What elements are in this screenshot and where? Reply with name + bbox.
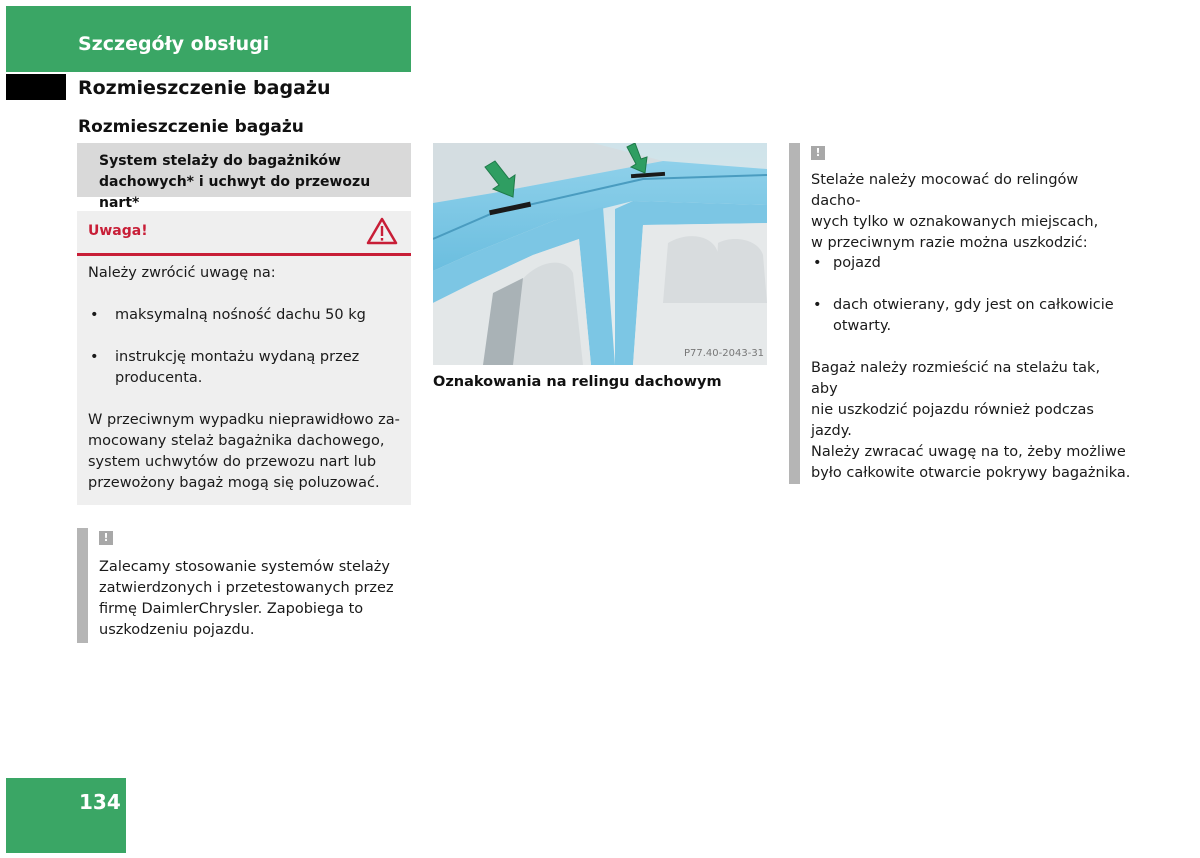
bullet-line: dach otwierany, gdy jest on całkowicie	[833, 297, 1114, 313]
roof-rail-illustration	[433, 143, 767, 365]
note-right-paragraph-1	[811, 358, 1131, 442]
spec-box	[77, 143, 411, 211]
note-right-intro	[811, 170, 1131, 254]
section-title: Rozmieszczenie bagażu	[78, 77, 331, 99]
image-code: P77.40-2043-31	[684, 348, 765, 359]
warning-intro: Należy zwrócić uwagę na:	[88, 265, 276, 281]
section-marker	[6, 74, 66, 100]
bullet-text	[833, 295, 1131, 337]
note-line: firmę DaimlerChrysler. Zapobiega to	[99, 601, 364, 617]
bullet-dot: •	[813, 255, 822, 271]
bullet-text	[115, 347, 405, 389]
paragraph-line: Bagaż należy rozmieścić na stelażu tak, aby	[811, 360, 1101, 397]
note-right-paragraph-2	[811, 442, 1131, 484]
warning-box	[77, 211, 411, 505]
chapter-title: Szczegóły obsługi	[78, 33, 270, 55]
note-line: uszkodzeniu pojazdu.	[99, 622, 255, 638]
page-number: 134	[79, 790, 121, 814]
warning-bullet-2	[88, 347, 404, 389]
bullet-text: pojazd	[833, 255, 881, 271]
note-line: Zalecamy stosowanie systemów stelaży	[99, 559, 390, 575]
warning-header	[77, 211, 411, 256]
note-bar-right	[789, 143, 800, 484]
spec-line-2: dachowych* i uchwyt do przewozu nart*	[99, 174, 371, 211]
note-right-bullet-2	[811, 295, 1131, 337]
paragraph-line: system uchwytów do przewozu nart lub	[88, 454, 377, 470]
paragraph-line: nie uszkodzić pojazdu również podczas	[811, 402, 1094, 418]
subsection-title: Rozmieszczenie bagażu	[78, 117, 304, 137]
bullet-text: maksymalną nośność dachu 50 kg	[115, 307, 366, 323]
note-left-text	[99, 557, 409, 641]
bullet-dot: •	[90, 349, 99, 365]
paragraph-line: było całkowite otwarcie pokrywy bagażnika.	[811, 465, 1131, 481]
spec-line-1: System stelaży do bagażników	[99, 153, 341, 169]
note-line: w przeciwnym razie można uszkodzić:	[811, 235, 1088, 251]
exclamation-icon: !	[811, 146, 825, 160]
paragraph-line: mocowany stelaż bagażnika dachowego,	[88, 433, 385, 449]
paragraph-line: jazdy.	[811, 423, 852, 439]
paragraph-line: W przeciwnym wypadku nieprawidłowo za-	[88, 412, 400, 428]
bullet-line: producenta.	[115, 370, 203, 386]
warning-label: Uwaga!	[88, 223, 148, 239]
bullet-line: instrukcję montażu wydaną przez	[115, 349, 360, 365]
image-caption: Oznakowania na relingu dachowym	[433, 374, 722, 390]
note-line: wych tylko w oznakowanych miejscach,	[811, 214, 1099, 230]
bullet-dot: •	[90, 307, 99, 323]
spec-text	[99, 151, 409, 214]
warning-paragraph	[88, 410, 404, 494]
car-roof-drawing	[433, 143, 767, 365]
paragraph-line: przewożony bagaż mogą się poluzować.	[88, 475, 380, 491]
warning-triangle-icon	[366, 217, 398, 245]
note-line: Stelaże należy mocować do relingów dacho-	[811, 172, 1079, 209]
exclamation-icon: !	[99, 531, 113, 545]
paragraph-line: Należy zwracać uwagę na to, żeby możliwe	[811, 444, 1126, 460]
note-line: zatwierdzonych i przetestowanych przez	[99, 580, 394, 596]
note-bar-left	[77, 528, 88, 643]
bullet-dot: •	[813, 297, 822, 313]
bullet-line: otwarty.	[833, 318, 892, 334]
